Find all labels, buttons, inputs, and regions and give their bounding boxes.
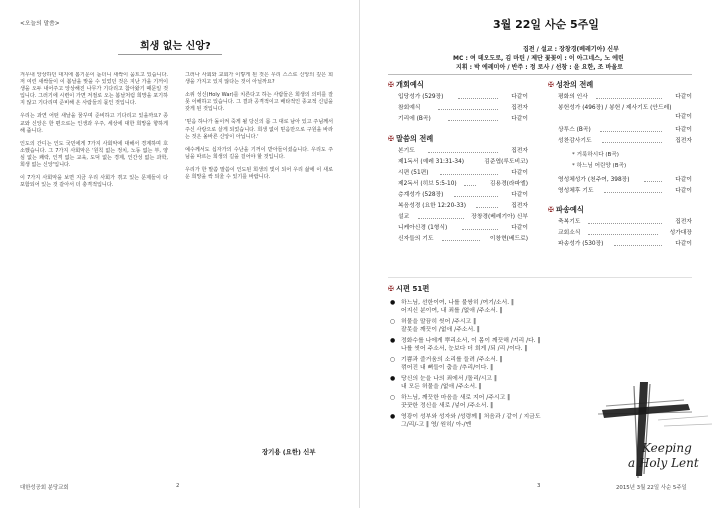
order-row <box>398 157 528 168</box>
dotted-leader <box>438 109 498 110</box>
psalm-line-text: 나를 씻어 주소서, 눈보다 더 희게 /되 /리 /이다. ‖ <box>401 346 528 352</box>
psalm-line <box>390 403 493 410</box>
order-item: 영성체성가 (천주여, 398장) <box>558 177 630 183</box>
order-item: 교회소식 <box>558 230 581 236</box>
dotted-leader <box>476 207 498 208</box>
artwork-caption: a Holy Lent <box>628 456 699 470</box>
order-item: 신자들의 기도 <box>398 236 434 242</box>
order-role: 다같이 <box>675 188 692 194</box>
dotted-leader <box>464 185 476 186</box>
order-role: 집전자 <box>675 138 692 144</box>
dotted-leader <box>448 120 498 121</box>
psalm-line <box>390 422 471 429</box>
order-item: 제2독서 (히브 5:5-10) <box>398 181 457 187</box>
sermon-paragraph: 인도의 간디는 인도 국민에게 7가지 사회악에 대해서 경계하며 호소했습니다. 그 7가지 사회악은 '원칙 없는 정치, 노동 없는 부, 양심 없는 쾌락, 인격 없는 교육, 도덕 없는 경제, 인간성 없는 과학, 희생 없는 신앙'입니다. <box>20 140 168 169</box>
filled-circle-icon: ● <box>390 338 396 344</box>
dotted-leader <box>644 181 662 182</box>
psalm-line-text: 기쁨과 즐거움의 소리를 들려 /주소서. ‖ <box>401 357 503 363</box>
section-title: 파송예식 <box>556 205 584 214</box>
order-row <box>558 239 692 250</box>
section-title: 성찬의 전례 <box>556 80 594 89</box>
psalm-line <box>390 395 510 402</box>
right-page <box>360 0 720 508</box>
order-row <box>558 125 692 136</box>
psalm-text <box>390 300 590 480</box>
psalm-rule <box>388 277 692 278</box>
psalm-line <box>390 300 514 307</box>
section-opening <box>388 80 424 90</box>
open-circle-icon: ○ <box>390 357 396 363</box>
psalm-line-text: 꺾어진 내 뼈들이 춤을 /추리/이다. ‖ <box>401 365 494 371</box>
sermon-paragraph: 겨우내 앙상하던 대지에 봄기운이 돋더니 새싹이 움트고 있습니다. 저 여린 새싹들이 이 봄날을 맞을 수 있었던 것은 지난 가을 기꺼이 생을 오두 내어주고 앙상해진 나무가 기다리고 참아왔기 때문일 것입니다. 그러기에 시련이 가면 저절로 오는 봄날처럼 희망을 포기하지 않고 기다리며 준비해 온 사람들의 몫인 것입니다. <box>20 72 168 107</box>
psalm-line-text: 잘못을 깨끗이 /없애 /주소서. ‖ <box>401 327 480 333</box>
liturgy-title: 3월 22일 사순 5주일 <box>493 18 599 31</box>
dotted-leader <box>440 174 498 175</box>
psalm-line-text: 당신의 눈을 나의 죄에서 /돌리/시고 ‖ <box>401 376 497 382</box>
page-number-right: 3 <box>537 483 541 489</box>
open-circle-icon: ○ <box>390 319 396 325</box>
psalm-line-text: 내 모든 허물을 /없애 /주소서. ‖ <box>401 384 482 390</box>
signature: 장기용 (요한) 신부 <box>262 448 316 456</box>
sermon-paragraph: 예수께서도 십자가의 수난을 기꺼이 받아들이셨습니다. 우리도 주님을 따르는 희생의 길을 걸어야 할 것입니다. <box>185 146 333 160</box>
order-item: 파송성가 (530장) <box>558 241 604 247</box>
order-role: 성가대장 <box>669 230 692 236</box>
footer-date: 2015년 3월 22일 사순 5주일 <box>616 485 687 491</box>
staff-line: 집전 / 설교 : 장창경(베레기아) 신부 <box>523 46 619 53</box>
order-row <box>558 92 692 103</box>
order-row <box>398 223 528 234</box>
psalm-line-text: 어지신 분이여, 내 죄를 /없애 /주소서. ‖ <box>401 308 503 314</box>
order-role: 다같이 <box>675 114 692 120</box>
section-psalm <box>388 284 429 294</box>
section-title: 말씀의 전례 <box>396 134 434 143</box>
order-row <box>398 92 528 103</box>
order-role: 집전자 <box>511 105 528 111</box>
order-role: 다같이 <box>675 177 692 183</box>
dotted-leader <box>418 218 464 219</box>
psalm-line <box>390 308 503 315</box>
section-word <box>388 134 433 144</box>
order-item: 니케아신경 (1형식) <box>398 225 448 231</box>
section-dismissal <box>548 205 584 215</box>
sacrament-note: * 하느님 어린양 (B곡) <box>572 163 627 169</box>
title-rule <box>118 54 222 55</box>
order-item: 성찬감사기도 <box>558 138 592 144</box>
cross-icon: ✠ <box>388 134 395 143</box>
artwork-caption: Keeping <box>642 441 692 455</box>
order-item: 입당성가 (529장) <box>398 94 444 100</box>
psalm-line-text: 꿋꿋한 정신을 새로 /넣어 /주소서. ‖ <box>401 403 494 409</box>
psalm-line <box>390 327 480 334</box>
order-role: 다같이 <box>675 127 692 133</box>
psalm-line-text: 허물을 말끔히 씻어 /주시고 ‖ <box>401 319 477 325</box>
order-row <box>558 103 692 120</box>
sermon-paragraph: 그러나 사회와 교회가 이렇게 된 것은 우리 스스로 신앙의 깊은 희생을 가지고 있지 않다는 것이 아닐까요? <box>185 72 333 86</box>
order-role: 김준엽(루도비코) <box>484 159 528 165</box>
order-row <box>398 103 528 114</box>
section-title: 개회예식 <box>396 80 424 89</box>
order-role: 다같이 <box>511 225 528 231</box>
sermon-paragraph: 이 7가지 사회악을 보면 지금 우리 사회가 겪고 있는 문제들이 다 포함되어 있는 것 같아서 더 충격적입니다. <box>20 175 168 189</box>
order-row <box>398 201 528 212</box>
psalm-line-text: 그/리/-고 ‖ 영/ 원히/ 아-/멘 <box>401 422 472 428</box>
order-row <box>398 212 528 223</box>
filled-circle-icon: ● <box>390 376 396 382</box>
order-row <box>398 114 528 125</box>
sermon-paragraph: 우리는 과연 어떤 새날을 꿈꾸며 준비하고 기다리고 있을까요? 종교와 신앙은 한 편으로는 인생과 우주, 세상에 대한 희망을 향하게 해 줍니다. <box>20 113 168 134</box>
psalm-line <box>390 414 541 421</box>
cross-icon: ✠ <box>548 205 555 214</box>
order-role: 집전자 <box>511 148 528 154</box>
staff-line: 지휘 : 박 에레미아 / 반주 : 정 로사 / 선창 : 윤 요한, 조 바울로 <box>456 64 623 71</box>
dotted-leader <box>596 98 662 99</box>
filled-circle-icon: ● <box>390 414 396 420</box>
sermon-paragraph: 우리가 한 말씀 말씀이 인도된 희생의 빛이 되어 우리 삶에 이 새로운 희망을 싹 틔울 수 있기를 바랍니다. <box>185 166 333 181</box>
order-row <box>558 175 692 186</box>
page-number-left: 2 <box>176 483 180 489</box>
dotted-leader <box>588 234 658 235</box>
header-rule <box>388 74 692 75</box>
cross-icon: ✠ <box>388 284 395 293</box>
dotted-leader <box>454 196 498 197</box>
dotted-leader <box>614 245 662 246</box>
psalm-line <box>390 346 527 353</box>
psalm-line <box>390 357 503 364</box>
sermon-column-1 <box>20 72 168 462</box>
sermon-title: 희생 없는 신앙? <box>140 41 211 52</box>
order-row <box>398 146 528 157</box>
order-row <box>398 234 528 245</box>
dotted-leader <box>602 142 662 143</box>
sacrament-note: * 거룩하시다 (B곡) <box>572 152 619 158</box>
section-title: 시편 51편 <box>396 284 430 293</box>
order-role: 다같이 <box>511 192 528 198</box>
order-item: 기리에 (B곡) <box>398 116 431 122</box>
section-sacrament <box>548 80 593 90</box>
order-row <box>398 168 528 179</box>
psalm-line <box>390 319 476 326</box>
order-row <box>558 228 692 239</box>
order-role: 집전자 <box>675 219 692 225</box>
dotted-leader <box>604 192 662 193</box>
order-item: 축복기도 <box>558 219 581 225</box>
order-row <box>398 179 528 190</box>
order-item: 층계성가 (528장) <box>398 192 444 198</box>
order-role: 집전자 <box>511 203 528 209</box>
sermon-paragraph: 소위 성신(Holy War)를 치른다고 하는 사람들은 희생의 의미를 잘못 이해하고 있습니다. 그 결과 공격적이고 배타적인 종교적 신념을 갖게 된 것입니다. <box>185 92 333 113</box>
column-label: <오늘의 말씀> <box>20 21 60 27</box>
open-circle-icon: ○ <box>390 395 396 401</box>
filled-circle-icon: ● <box>390 300 396 306</box>
psalm-line-text: 정화수를 나에게 뿌리소서, 이 몸이 깨끗해 /지리 /다. ‖ <box>401 338 541 344</box>
dotted-leader <box>600 131 662 132</box>
psalm-line <box>390 365 493 372</box>
cross-icon: ✠ <box>548 80 555 89</box>
dotted-leader <box>462 229 498 230</box>
order-role: 다같이 <box>511 116 528 122</box>
order-item: 설교 <box>398 214 410 220</box>
sermon-paragraph: '믿음 하나가 돌이켜 죽게 될 당신의 몸 그 대로 남아 있고 주님께서 주신 사랑으로 살게 되었습니다. 희생 없이 믿음만으로 구원을 바라는 것은 올바른 신앙이 아닙니다.' <box>185 119 333 140</box>
order-item: 참회예식 <box>398 105 421 111</box>
sermon-column-2 <box>185 72 333 442</box>
order-item: 복음성경 (요한 12:20-33) <box>398 203 466 209</box>
order-role: 김용경(라파엘) <box>489 181 528 187</box>
cross-icon: ✠ <box>388 80 395 89</box>
staff-line: MC : 여 데오도로, 김 마틴 / 제단 꽃꽂이 : 이 아그네스, 노 에린 <box>453 55 624 62</box>
dotted-leader <box>442 240 480 241</box>
order-item: 평화의 인사 <box>558 94 588 100</box>
order-role: 다같이 <box>511 170 528 176</box>
order-item: 제1독서 (예레 31:31-34) <box>398 159 465 165</box>
order-item: 봉헌성가 (496장) / 봉헌 / 제사기도 (안드레) <box>558 105 672 111</box>
order-item: 본기도 <box>398 148 415 154</box>
order-row <box>398 190 528 201</box>
dotted-leader <box>458 98 498 99</box>
psalm-line-text: 영광이 성부와 성자와 /성령께 ‖ 처음과 / 같이 / 지금도 <box>401 414 541 420</box>
order-role: 장창경(베레기아) 신부 <box>471 214 528 220</box>
order-item: 영성체후 기도 <box>558 188 594 194</box>
order-role: 이창현(베드로) <box>489 236 528 242</box>
order-row <box>558 186 692 197</box>
psalm-line-text: 하느님, 선한이여, 나를 불쌍히 /여기/소서. ‖ <box>401 300 514 306</box>
psalm-line <box>390 376 497 383</box>
order-item: 시편 (51편) <box>398 170 429 176</box>
psalm-line <box>390 338 540 345</box>
psalm-line-text: 하느님, 깨끗한 마음을 새로 지어 /주시고 ‖ <box>401 395 511 401</box>
dotted-leader <box>428 152 498 153</box>
psalm-line <box>390 384 482 391</box>
order-role: 다같이 <box>511 94 528 100</box>
dotted-leader <box>588 223 662 224</box>
order-item: 상투스 (B곡) <box>558 127 591 133</box>
order-row <box>558 217 692 228</box>
order-row <box>558 136 692 147</box>
footer-church: 대한성공회 분당교회 <box>20 485 69 491</box>
order-role: 다같이 <box>675 94 692 100</box>
order-role: 다같이 <box>675 241 692 247</box>
